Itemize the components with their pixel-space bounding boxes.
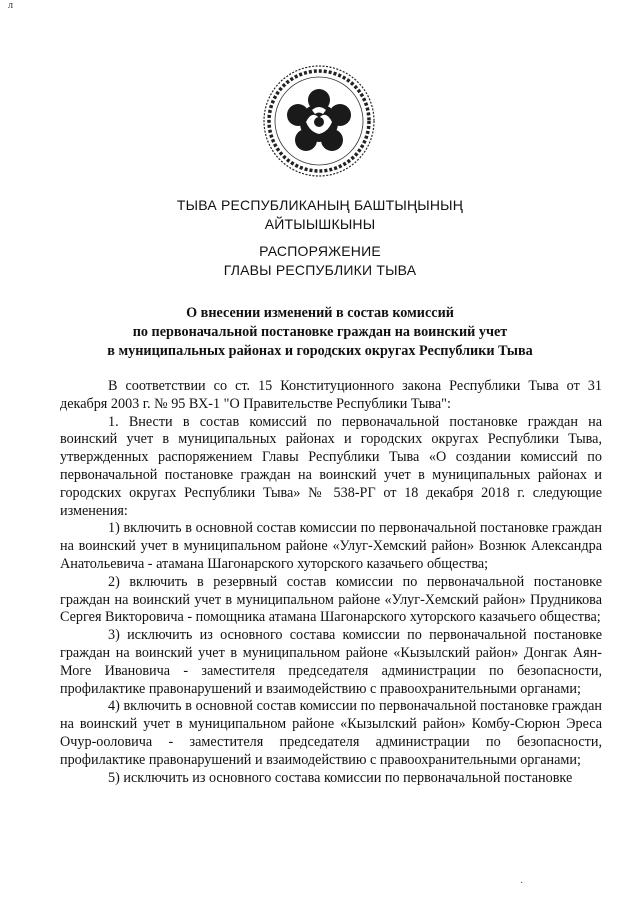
header-russian-line-2: ГЛАВЫ РЕСПУБЛИКИ ТЫВА bbox=[223, 262, 417, 278]
document-title-line-1: О внесении изменений в состав комиссий bbox=[186, 305, 454, 321]
document-title-line-3: в муниципальных районах и городских округах Республики Тыва bbox=[107, 343, 533, 359]
header-tuvan-line-1: ТЫВА РЕСПУБЛИКАНЫҢ БАШТЫҢЫНЫҢ bbox=[176, 197, 464, 213]
preamble-paragraph: В соответствии со ст. 15 Конституционного закона Республики Тыва от 31 декабря 2003 г. № 95 ВХ-1 "О Правительстве Республики Тыва": bbox=[60, 378, 602, 412]
document-body bbox=[60, 378, 602, 787]
subclause-1-paragraph: 1) включить в основной состав комиссии по первоначальной постановке граждан на воинский учет в муниципальном районе «Улуг-Хемский район» Вознюк Александра Анатольевича - атамана Шагонарского хуторского казачьего общества; bbox=[60, 520, 602, 572]
scan-bottom-mark: · bbox=[520, 878, 524, 889]
header-tuvan-line-2: АЙТЫЫШКЫНЫ bbox=[264, 216, 376, 232]
document-title-line-2: по первоначальной постановке граждан на воинский учет bbox=[132, 324, 508, 340]
subclause-4-paragraph: 4) включить в основной состав комиссии по первоначальной постановке граждан на воинский учет в муниципальном районе «Кызылский район» Комбу-Сюрюн Эреса Очур-ооловича - заместителя председателя администрации по безопасности, профилактике правонарушений и взаимодействию с правоохранительными органами; bbox=[60, 698, 602, 768]
subclause-5-paragraph: 5) исключить из основного состава комиссии по первоначальной постановке bbox=[108, 769, 573, 786]
clause-1-paragraph: 1. Внести в состав комиссий по первоначальной постановке граждан на воинский учет в муниципальных районах и городских округах Республики Тыва, утвержденных распоряжением Главы Республики Тыва «О создании комиссий по первоначальной постановке граждан на воинский учет в муниципальных районах и городских округах Республики Тыва» № 538-РГ от 18 декабря 2018 г. следующие изменения: bbox=[60, 413, 602, 519]
subclause-2-paragraph: 2) включить в резервный состав комиссии по первоначальной постановке граждан на воинский учет в муниципальном районе «Улуг-Хемский район» Прудникова Сергея Викторовича - помощника атамана Шагонарского хуторского казачьего общества; bbox=[60, 573, 602, 626]
scan-corner-mark: л bbox=[8, 0, 13, 11]
subclause-3-paragraph: 3) исключить из основного состава комиссии по первоначальной постановке граждан на воинский учет в муниципальном районе «Кызылский район» Донгак Аян-Моге Ивановича - заместителя председателя администрации по безопасности, профилактике правонарушений и взаимодействию с правоохранительными органами; bbox=[60, 627, 602, 697]
header-russian-line-1: РАСПОРЯЖЕНИЕ bbox=[259, 243, 381, 259]
republic-emblem-icon bbox=[262, 64, 376, 178]
